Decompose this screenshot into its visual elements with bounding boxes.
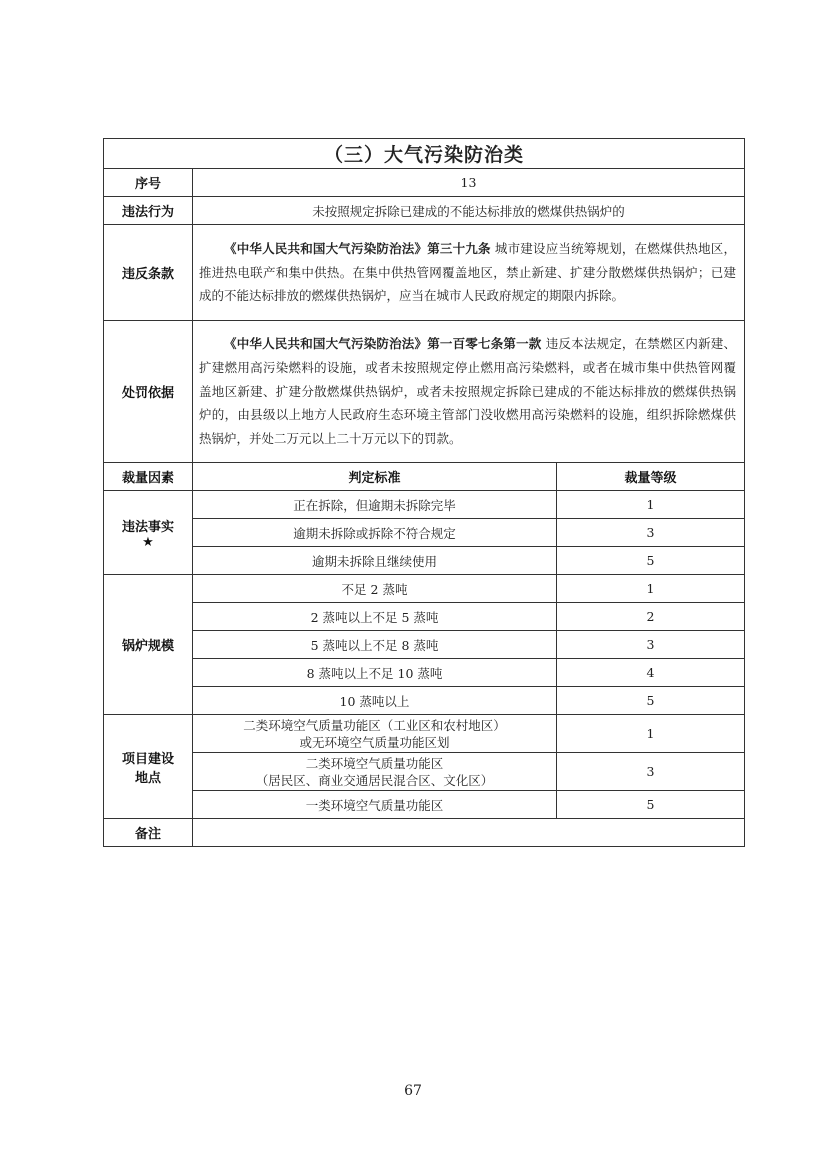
violated-lead: 《中华人民共和国大气污染防治法》第三十九条 (224, 240, 491, 256)
criteria-line: 二类环境空气质量功能区 (305, 755, 444, 771)
criteria-cell: 一类环境空气质量功能区 (193, 791, 557, 819)
criteria-cell: 10 蒸吨以上 (193, 687, 557, 715)
header-criteria: 判定标准 (193, 463, 557, 491)
level-cell: 3 (557, 753, 745, 791)
facts-label-text: 违法事实 (121, 519, 174, 535)
level-cell: 1 (557, 575, 745, 603)
criteria-line: 或无环境空气质量功能区划 (299, 734, 450, 750)
violated-text: 城市建设应当统筹规划，在燃煤供热地区，推进热电联产和集中供热。在集中供热管网覆盖地区，禁止新建、扩建分散燃煤供热锅炉；已建成的不能达标排放的燃煤供热锅炉，应当在城市人民政府规定的期限内拆除。 (199, 240, 737, 304)
level-cell: 4 (557, 659, 745, 687)
header-factor: 裁量因素 (104, 463, 193, 491)
penalty-label: 处罚依据 (104, 321, 193, 463)
level-cell: 3 (557, 631, 745, 659)
level-cell: 1 (557, 491, 745, 519)
act-label: 违法行为 (104, 197, 193, 225)
penalty-text: 违反本法规定，在禁燃区内新建、扩建燃用高污染燃料的设施，或者未按照规定停止燃用高污染燃料，或者在城市集中供热管网覆盖地区新建、扩建分散燃煤供热锅炉，或者未按照规定拆除已建成的不能达标排放的燃煤供热锅炉的，由县级以上地方人民政府生态环境主管部门没收燃用高污染燃料的设施，组织拆除燃煤供热锅炉，并处二万元以上二十万元以下的罚款。 (199, 336, 737, 447)
page-number: 67 (404, 1083, 422, 1099)
criteria-cell: 逾期未拆除且继续使用 (193, 547, 557, 575)
remarks-value (193, 819, 745, 847)
level-cell: 5 (557, 687, 745, 715)
criteria-cell (193, 715, 557, 753)
criteria-line: 二类环境空气质量功能区（工业区和农村地区） (243, 717, 506, 733)
criteria-line: （居民区、商业交通居民混合区、文化区） (255, 772, 494, 788)
level-cell: 1 (557, 715, 745, 753)
facts-label (104, 491, 193, 575)
serial-value: 13 (193, 169, 745, 197)
penalty-clause (193, 321, 745, 463)
violated-label: 违反条款 (104, 225, 193, 321)
criteria-cell (193, 753, 557, 791)
criteria-cell: 5 蒸吨以上不足 8 蒸吨 (193, 631, 557, 659)
site-label (104, 715, 193, 819)
criteria-cell: 8 蒸吨以上不足 10 蒸吨 (193, 659, 557, 687)
violated-clause (193, 225, 745, 321)
criteria-cell: 逾期未拆除或拆除不符合规定 (193, 519, 557, 547)
star-icon: ★ (142, 534, 154, 550)
scale-label: 锅炉规模 (104, 575, 193, 715)
header-level: 裁量等级 (557, 463, 745, 491)
level-cell: 2 (557, 603, 745, 631)
level-cell: 3 (557, 519, 745, 547)
penalty-lead: 《中华人民共和国大气污染防治法》第一百零七条第一款 (224, 336, 542, 351)
level-cell: 5 (557, 791, 745, 819)
penalty-table (103, 138, 745, 847)
level-cell: 5 (557, 547, 745, 575)
criteria-cell: 不足 2 蒸吨 (193, 575, 557, 603)
remarks-label: 备注 (104, 819, 193, 847)
table-title: （三）大气污染防治类 (104, 139, 745, 169)
site-label-line2: 地点 (134, 770, 161, 786)
criteria-cell: 2 蒸吨以上不足 5 蒸吨 (193, 603, 557, 631)
site-label-line1: 项目建设 (121, 751, 174, 767)
serial-label: 序号 (104, 169, 193, 197)
criteria-cell: 正在拆除，但逾期未拆除完毕 (193, 491, 557, 519)
act-value: 未按照规定拆除已建成的不能达标排放的燃煤供热锅炉的 (193, 197, 745, 225)
